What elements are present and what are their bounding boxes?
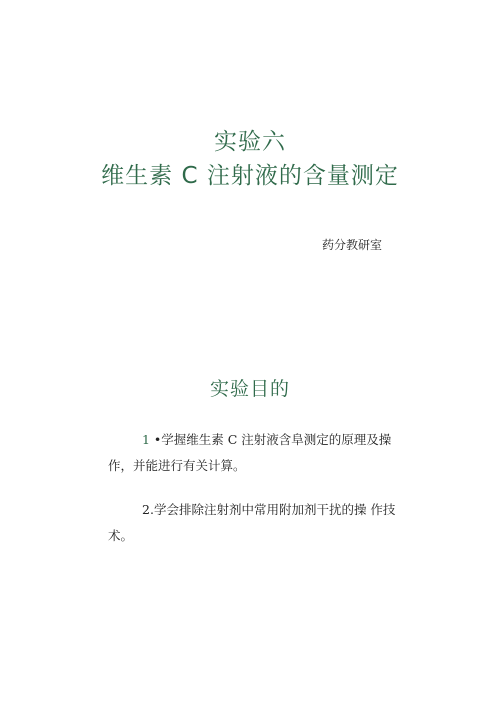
document-title	[0, 126, 500, 192]
section-heading-objectives: 实验目的	[209, 378, 290, 400]
department-label: 药分教研室	[321, 238, 382, 252]
objective-number: 2.	[142, 502, 154, 517]
experiment-number-title: 实验六	[214, 129, 286, 155]
objective-number: 1	[142, 432, 150, 447]
objective-item-2	[108, 497, 398, 549]
objective-text-line: 学会排除注射剂中常用附加剂干扰的操 作技	[153, 502, 396, 517]
objective-item-1	[108, 427, 398, 479]
objective-text-line: 作，并能进行有关计算。	[108, 458, 246, 473]
objective-text-line: •学握维生素 C 注射液含阜测定的原理及操	[149, 432, 392, 447]
objective-text-line: 术。	[108, 528, 134, 543]
experiment-name-title: 维生素 C 注射液的含量测定	[101, 163, 399, 189]
